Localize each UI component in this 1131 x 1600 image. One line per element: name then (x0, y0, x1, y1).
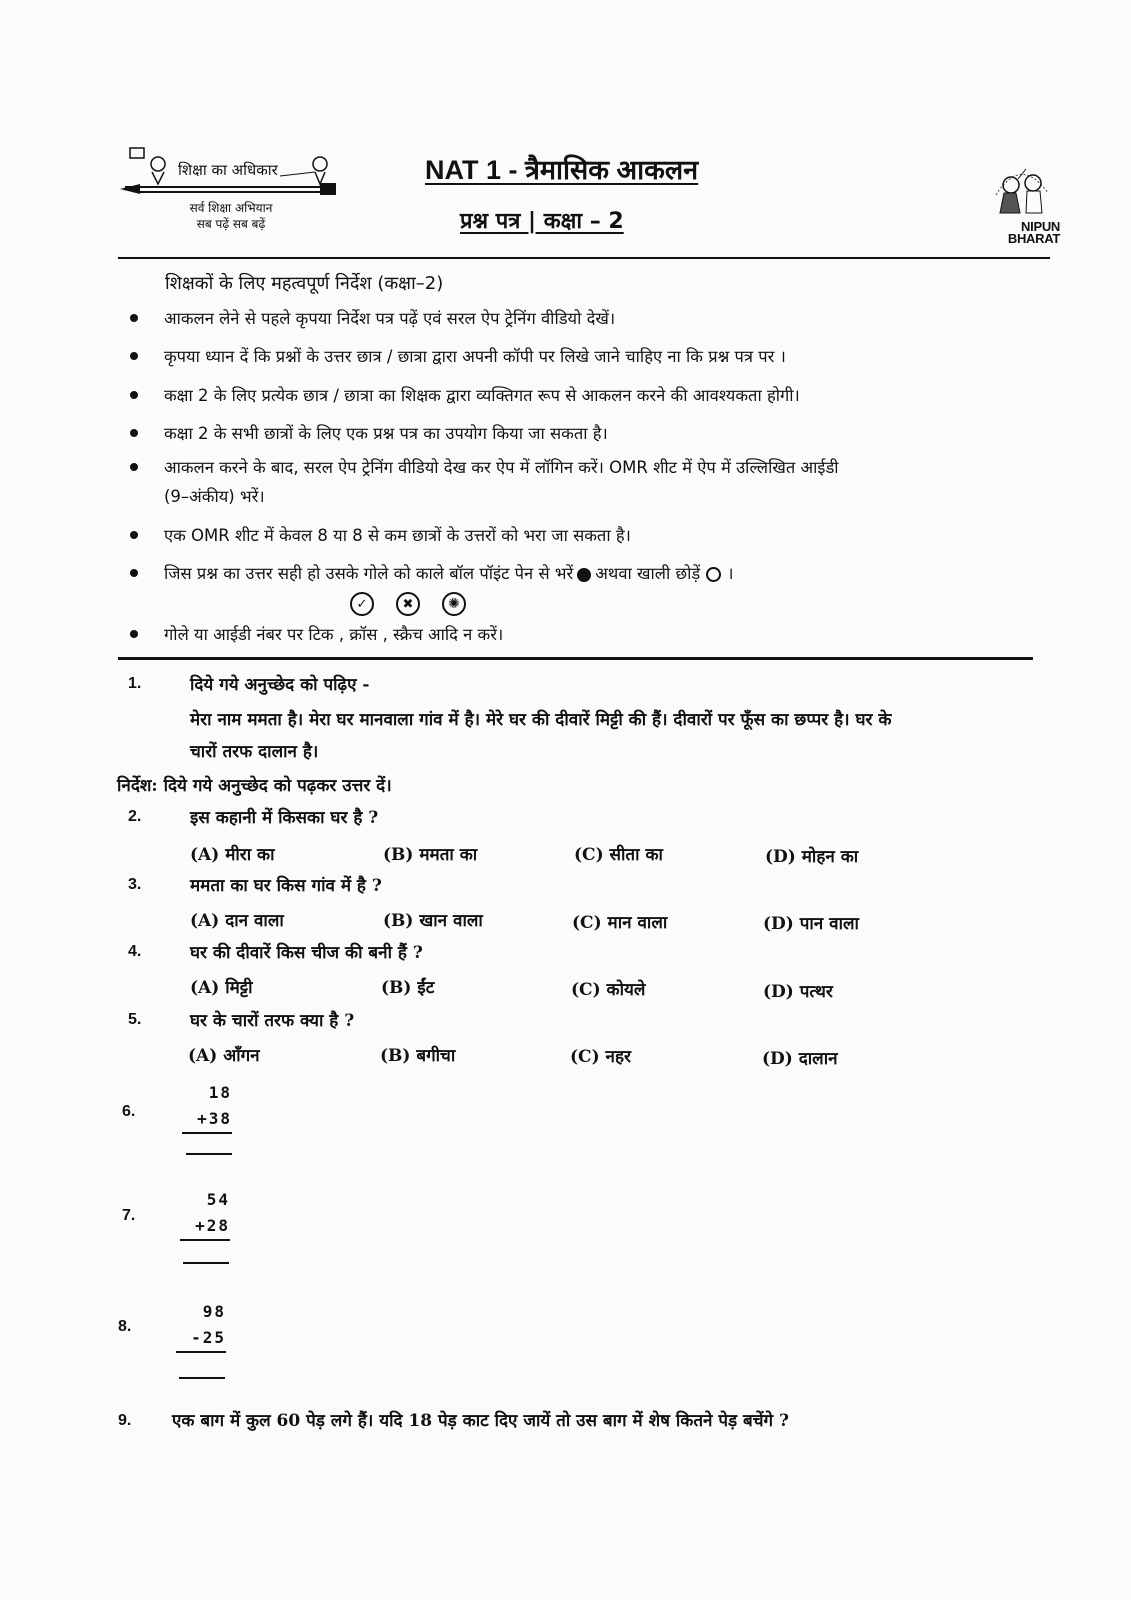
option-a: (A) दान वाला (190, 911, 284, 931)
operand-bottom: +28 (180, 1213, 230, 1241)
question-number: 3. (128, 876, 142, 893)
page-subtitle: प्रश्न पत्र | कक्षा – 2 (460, 209, 624, 234)
operand-bottom: -25 (176, 1325, 226, 1353)
instruction-item: कक्षा 2 के सभी छात्रों के लिए एक प्रश्न पत्र का उपयोग किया जा सकता है। (130, 421, 608, 447)
question-text: एक बाग में कुल 60 पेड़ लगे हैं। यदि 18 पेड़ काट दिए जायें तो उस बाग में शेष कितने पेड़ बचेंगे ? (172, 1411, 790, 1431)
question-number: 9. (118, 1412, 132, 1429)
instruction-item: जिस प्रश्न का उत्तर सही हो उसके गोले को काले बॉल पॉइंट पेन से भरें अथवा खाली छोड़ें । (130, 561, 733, 587)
question-number: 4. (128, 943, 142, 960)
page-title: NAT 1 - त्रैमासिक आकलन (425, 155, 699, 185)
instruction-item: आकलन लेने से पहले कृपया निर्देश पत्र पढ़ें एवं सरल ऐप ट्रेनिंग वीडियो देखें। (130, 306, 615, 332)
option-c: (C) सीता का (574, 845, 663, 865)
instruction-item: आकलन करने के बाद, सरल ऐप ट्रेनिंग वीडियो देख कर ऐप में लॉगिन करें। OMR शीट में ऐप में उल्लिखित आईडी (130, 455, 839, 481)
instructions-divider (118, 657, 1033, 660)
question-text: ममता का घर किस गांव में है ? (190, 876, 382, 896)
option-d: (D) दालान (762, 1049, 838, 1069)
passage-line: मेरा नाम ममता है। मेरा घर मानवाला गांव में है। मेरे घर की दीवारें मिट्टी की हैं। दीवारों पर फूँस का छप्पर है। घर के (190, 710, 892, 730)
instruction-item: कृपया ध्यान दें कि प्रश्नों के उत्तर छात्र / छात्रा द्वारा अपनी कॉपी पर लिखे जाने चाहिए ना कि प्रश्न पत्र पर । (130, 344, 786, 370)
subtraction-problem (176, 1299, 226, 1353)
question-number: 2. (128, 808, 142, 825)
question-number: 1. (128, 675, 142, 692)
children-icon (986, 155, 1056, 217)
option-b: (B) खान वाला (383, 911, 483, 931)
instruction-item: एक OMR शीट में केवल 8 या 8 से कम छात्रों के उत्तरों को भरा जा सकता है। (130, 523, 631, 549)
option-a: (A) मिट्टी (190, 978, 253, 998)
bullet-icon (130, 391, 138, 399)
sarva-shiksha-abhiyan-logo (120, 142, 345, 242)
operand-top: 54 (206, 1190, 230, 1209)
logo-text-sarva-shiksha: सर्व शिक्षा अभियान (189, 201, 273, 215)
option-d: (D) मोहन का (765, 847, 859, 867)
scratch-circle-icon: ✺ (442, 592, 466, 616)
question-text: घर की दीवारें किस चीज की बनी हैं ? (190, 943, 423, 963)
bullet-icon (130, 531, 138, 539)
question-number: 5. (128, 1011, 142, 1028)
question-text: इस कहानी में किसका घर है ? (190, 808, 379, 828)
answer-line (179, 1377, 225, 1379)
instructions-heading: शिक्षकों के लिए महत्वपूर्ण निर्देश (कक्षा–2) (165, 273, 444, 294)
answer-line (186, 1153, 232, 1155)
option-a: (A) मीरा का (190, 845, 275, 865)
question-text: घर के चारों तरफ क्या है ? (190, 1011, 355, 1031)
question-number: 8. (118, 1318, 132, 1335)
instruction-item: कक्षा 2 के लिए प्रत्येक छात्र / छात्रा का शिक्षक द्वारा व्यक्तिगत रूप से आकलन करने की आवश्यकता होगी। (130, 383, 800, 409)
operand-top: 98 (202, 1302, 226, 1321)
bullet-icon (130, 630, 138, 638)
logo-text-nipun: NIPUN (1021, 219, 1060, 234)
question-number: 7. (122, 1207, 136, 1224)
bullet-icon (130, 314, 138, 322)
bullet-icon (130, 569, 138, 577)
operand-top: 18 (208, 1083, 232, 1102)
nipun-bharat-logo (980, 155, 1060, 245)
filled-circle-icon (577, 568, 591, 582)
option-c: (C) नहर (570, 1047, 631, 1067)
option-d: (D) पान वाला (763, 914, 859, 934)
option-c: (C) मान वाला (572, 913, 668, 933)
logo-text-right-to-education: शिक्षा का अधिकार (178, 161, 278, 179)
logo-text-slogan: सब पढ़ें सब बढ़ें (196, 217, 266, 231)
addition-problem (182, 1080, 232, 1134)
passage-line: चारों तरफ दालान है। (190, 742, 319, 762)
operand-bottom: +38 (182, 1106, 232, 1134)
empty-circle-icon (706, 567, 721, 582)
bullet-icon (130, 429, 138, 437)
cross-circle-icon: ✖ (396, 592, 420, 616)
bullet-icon (130, 352, 138, 360)
option-b: (B) ईंट (381, 978, 435, 998)
answer-line (183, 1262, 229, 1264)
bullet-icon (130, 463, 138, 471)
question-text: दिये गये अनुच्छेद को पढ़िए - (190, 675, 370, 695)
wrong-mark-examples (350, 592, 466, 616)
addition-problem (180, 1187, 230, 1241)
instruction-item-continuation: (9–अंकीय) भरें। (164, 487, 265, 506)
option-b: (B) ममता का (383, 845, 478, 865)
option-d: (D) पत्थर (763, 982, 833, 1002)
instruction-item: गोले या आईडी नंबर पर टिक , क्रॉस , स्क्रैच आदि न करें। (130, 622, 503, 648)
logo-text-bharat: BHARAT (1007, 231, 1060, 246)
direction-text: निर्देश: दिये गये अनुच्छेद को पढ़कर उत्तर दें। (117, 776, 392, 796)
option-c: (C) कोयले (571, 980, 646, 1000)
tick-circle-icon: ✓ (350, 592, 374, 616)
option-b: (B) बगीचा (380, 1046, 456, 1066)
header-divider (118, 257, 1050, 259)
question-number: 6. (122, 1103, 136, 1120)
option-a: (A) आँगन (188, 1046, 260, 1066)
